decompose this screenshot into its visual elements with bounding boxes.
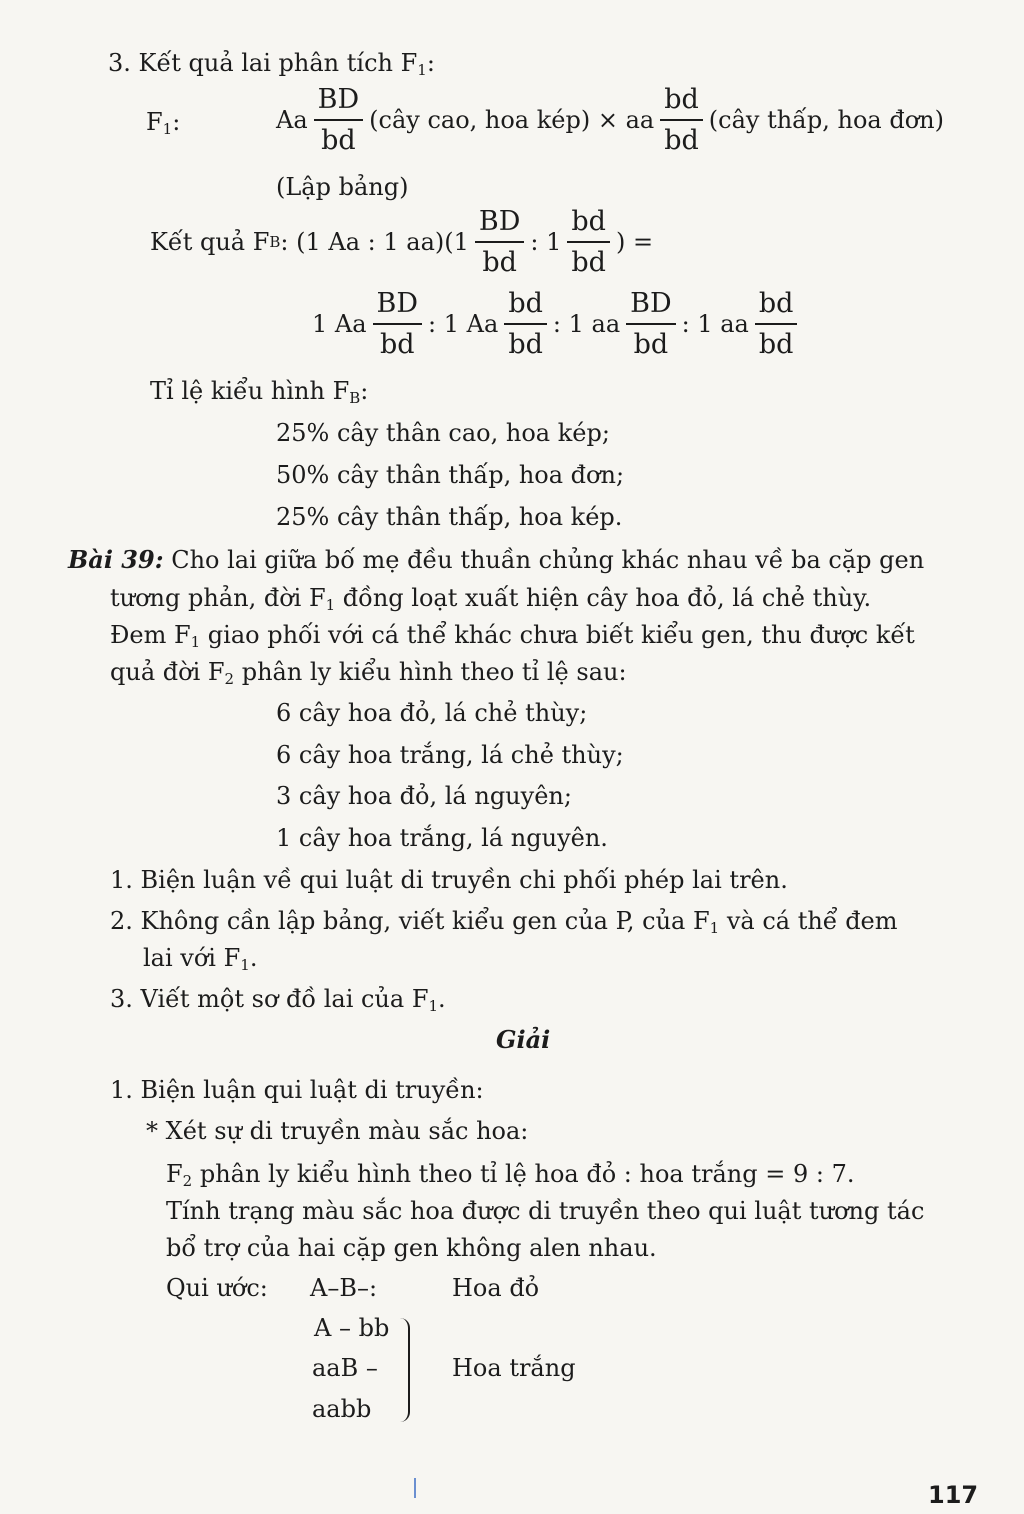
convention-white-genotype: aabb <box>312 1395 372 1423</box>
bai39-line4: quả đời $F_2$ phân ly kiểu hình theo tỉ lệ sau: <box>110 658 627 688</box>
convention-white-genotype: A – bb <box>314 1314 390 1342</box>
ratio-item: 3 cây hoa đỏ, lá nguyên; <box>276 782 572 810</box>
phenotype-line: 50% cây thân thấp, hoa đơn; <box>276 461 625 489</box>
section3-heading: 3. Kết quả lai phân tích $F_1$: <box>108 49 435 79</box>
f1-label: $F_1$: <box>146 108 181 138</box>
table-note: (Lập bảng) <box>276 173 409 201</box>
ratio-item: 1 cây hoa trắng, lá nguyên. <box>276 824 608 852</box>
fraction-bd-1: $\frac{BD}{bd}$ <box>314 86 364 154</box>
fraction-fb-1: $\frac{BD}{bd}$ <box>475 208 525 276</box>
solution-bullet: * Xét sự di truyền màu sắc hoa: <box>146 1117 529 1145</box>
solution-step-1: 1. Biện luận qui luật di truyền: <box>110 1076 484 1104</box>
convention-red-genotype: A–B–: <box>310 1274 378 1302</box>
convention-white-genotype: aaB – <box>312 1354 378 1382</box>
fb-genotypes-line: 1 Aa $\frac{BD}{bd}$ : 1 Aa $\frac{bd}{bd}$ : 1 aa $\frac{BD}{bd}$ : 1 aa $\frac{bd}{bd}$ <box>312 290 803 358</box>
question-1: 1. Biện luận về qui luật di truyền chi phối phép lai trên. <box>110 866 788 894</box>
phenotype-line: 25% cây thân thấp, hoa kép. <box>276 503 623 531</box>
phenotype-line: 25% cây thân cao, hoa kép; <box>276 419 610 447</box>
convention-red-phenotype: Hoa đỏ <box>452 1274 540 1302</box>
ratio-item: 6 cây hoa trắng, lá chẻ thùy; <box>276 741 624 769</box>
solution-paragraph: bổ trợ của hai cặp gen không alen nhau. <box>166 1234 657 1262</box>
page-number: 117 <box>928 1481 979 1509</box>
curly-brace <box>396 1318 410 1422</box>
convention-label: Qui ước: <box>166 1274 268 1302</box>
bai39-line1: Bài 39: Cho lai giữa bố mẹ đều thuần chủng khác nhau về ba cặp gen <box>68 545 925 574</box>
fraction-gen-3: $\frac{BD}{bd}$ <box>626 290 676 358</box>
fraction-fb-2: $\frac{bd}{bd}$ <box>567 208 610 276</box>
question-2-cont: lai với $F_1$. <box>143 944 258 974</box>
ratio-item: 6 cây hoa đỏ, lá chẻ thùy; <box>276 699 588 727</box>
bai39-line3: Đem $F_1$ giao phối với cá thể khác chưa biết kiểu gen, thu được kết <box>110 621 915 651</box>
question-2: 2. Không cần lập bảng, viết kiểu gen của P, của $F_1$ và cá thể đem <box>110 907 898 937</box>
fb-result-line: Kết quả F B : (1 Aa : 1 aa)(1 $\frac{BD}{bd}$ : 1 $\frac{bd}{bd}$ ) = <box>150 206 654 278</box>
fraction-gen-4: $\frac{bd}{bd}$ <box>755 290 798 358</box>
fraction-bd-2: $\frac{bd}{bd}$ <box>660 86 703 154</box>
f1-cross: Aa $\frac{BD}{bd}$ (cây cao, hoa kép) × aa $\frac{bd}{bd}$ (cây thấp, hoa đơn) <box>276 84 944 156</box>
fraction-gen-1: $\frac{BD}{bd}$ <box>373 290 423 358</box>
fraction-gen-2: $\frac{bd}{bd}$ <box>504 290 547 358</box>
exercise-title: Bài 39: <box>68 545 164 574</box>
solution-paragraph: Tính trạng màu sắc hoa được di truyền theo qui luật tương tác <box>166 1197 925 1225</box>
question-3: 3. Viết một sơ đồ lai của $F_1$. <box>110 985 446 1015</box>
phenotype-ratio-label: Tỉ lệ kiểu hình $F_B$: <box>150 377 369 407</box>
solution-heading: Giải <box>496 1025 551 1054</box>
text-cursor-mark <box>414 1478 416 1498</box>
bai39-line2: tương phản, đời $F_1$ đồng loạt xuất hiện cây hoa đỏ, lá chẻ thùy. <box>110 584 872 614</box>
convention-white-phenotype: Hoa trắng <box>452 1354 576 1382</box>
solution-paragraph: $F_2$ phân ly kiểu hình theo tỉ lệ hoa đỏ : hoa trắng = 9 : 7. <box>166 1160 855 1190</box>
